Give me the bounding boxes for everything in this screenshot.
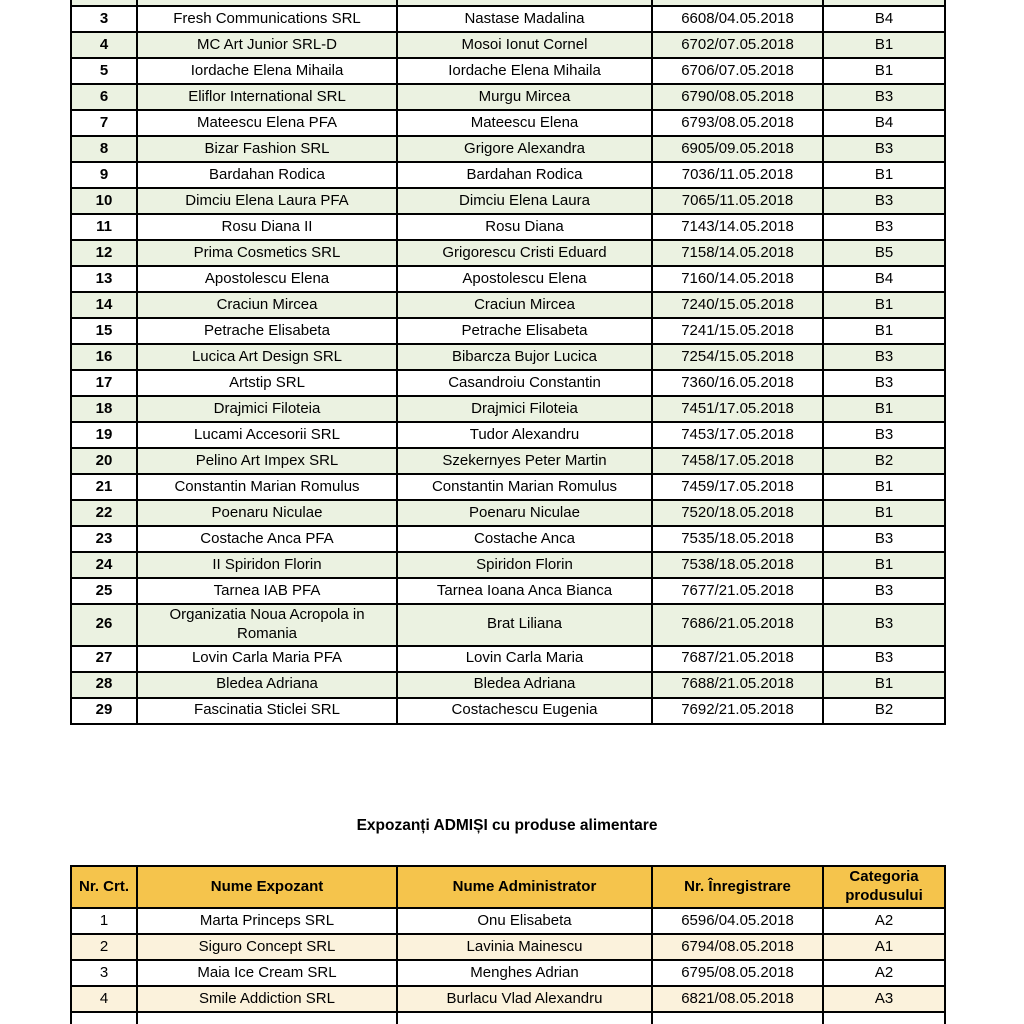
- table-cell: 11: [71, 214, 137, 240]
- table-cell: 1: [71, 908, 137, 934]
- table-cell: II Spiridon Florin: [137, 552, 397, 578]
- column-header: Categoria produsului: [823, 866, 945, 908]
- table-cell: 7686/21.05.2018: [652, 604, 823, 646]
- table-cell: Marta Princeps SRL: [137, 908, 397, 934]
- table-header-row: [71, 866, 945, 908]
- table-row: [71, 672, 945, 698]
- table-cell: 15: [71, 318, 137, 344]
- table-cell: 7360/16.05.2018: [652, 370, 823, 396]
- table-cell: 7240/15.05.2018: [652, 292, 823, 318]
- table-cell: 7451/17.05.2018: [652, 396, 823, 422]
- table-cell: Menghes Adrian: [397, 960, 652, 986]
- table-row: [71, 32, 945, 58]
- table-cell: 6702/07.05.2018: [652, 32, 823, 58]
- table-cell: 3: [71, 960, 137, 986]
- table-cell: 6706/07.05.2018: [652, 58, 823, 84]
- table-cell: 3: [71, 6, 137, 32]
- table-cell: Fascinatia Sticlei SRL: [137, 698, 397, 724]
- table-cell: B1: [823, 32, 945, 58]
- table-cell: 8: [71, 136, 137, 162]
- exhibitors-table-food: [70, 865, 946, 1024]
- table-row: [71, 646, 945, 672]
- table-cell: Lavinia Mainescu: [397, 934, 652, 960]
- table-row: [71, 344, 945, 370]
- table-cell: Lovin Carla Maria: [397, 646, 652, 672]
- table-cell: B2: [823, 448, 945, 474]
- table-cell: Grigore Alexandra: [397, 136, 652, 162]
- table-cell: Craciun Mircea: [137, 292, 397, 318]
- table-cell: Lucica Art Design SRL: [137, 344, 397, 370]
- table-row: [71, 58, 945, 84]
- table-cell: Apostolescu Elena: [397, 266, 652, 292]
- table-cell: Nastase Madalina: [397, 6, 652, 32]
- table-row: [71, 266, 945, 292]
- table-cell: Spiridon Florin: [397, 552, 652, 578]
- table-cell: Fresh Communications SRL: [137, 6, 397, 32]
- table-cell: Apostolescu Elena: [137, 266, 397, 292]
- table-cell: 5: [71, 58, 137, 84]
- table-cell: B1: [823, 162, 945, 188]
- table-row: [71, 370, 945, 396]
- table-cell: 7538/18.05.2018: [652, 552, 823, 578]
- table-cell: 22: [71, 500, 137, 526]
- table-cell: Dimciu Elena Laura PFA: [137, 188, 397, 214]
- table-cell: Craciun Mircea: [397, 292, 652, 318]
- table-cell: Organizatia Noua Acropola in Romania: [137, 604, 397, 646]
- table-cell: Drajmici Filoteia: [397, 396, 652, 422]
- table-cell: Lucami Accesorii SRL: [137, 422, 397, 448]
- table-cell: Murgu Mircea: [397, 84, 652, 110]
- table-cell: B1: [823, 396, 945, 422]
- table-cell: B1: [823, 500, 945, 526]
- table-cell: Tudor Alexandru: [397, 422, 652, 448]
- table-cell: B4: [823, 266, 945, 292]
- table-cell: Bledea Adriana: [397, 672, 652, 698]
- table-cell: Poenaru Niculae: [137, 500, 397, 526]
- table-cell: A1: [823, 934, 945, 960]
- table-cell: 4: [71, 986, 137, 1012]
- table-cell: 10: [71, 188, 137, 214]
- column-header: Nume Expozant: [137, 866, 397, 908]
- table-row: [71, 986, 945, 1012]
- table-cell: Costache Anca PFA: [137, 526, 397, 552]
- exhibitors-table-top-wrap: [70, 0, 946, 725]
- table-cell: B1: [823, 318, 945, 344]
- table-cell: 16: [71, 344, 137, 370]
- table-row: [71, 292, 945, 318]
- table-cell: 7453/17.05.2018: [652, 422, 823, 448]
- table-cell: Maia Ice Cream SRL: [137, 960, 397, 986]
- table-cell: 18: [71, 396, 137, 422]
- table-cell: Burlacu Vlad Alexandru: [397, 986, 652, 1012]
- table-cell: B1: [823, 552, 945, 578]
- table-row: [71, 448, 945, 474]
- table-row: [71, 214, 945, 240]
- table-row: [71, 552, 945, 578]
- table-row: [71, 136, 945, 162]
- table-cell: Bardahan Rodica: [137, 162, 397, 188]
- table-row: [71, 578, 945, 604]
- table-cell: 4: [71, 32, 137, 58]
- table-cell: Prima Cosmetics SRL: [137, 240, 397, 266]
- table-cell: 7241/15.05.2018: [652, 318, 823, 344]
- table-cell: Tarnea IAB PFA: [137, 578, 397, 604]
- table-cell: Brat Liliana: [397, 604, 652, 646]
- table-cell: 7692/21.05.2018: [652, 698, 823, 724]
- table-cell: Rosu Diana: [397, 214, 652, 240]
- table-cell: 12: [71, 240, 137, 266]
- table-cell: 6795/08.05.2018: [652, 960, 823, 986]
- table-cell: 7520/18.05.2018: [652, 500, 823, 526]
- exhibitors-table-top: [70, 0, 946, 725]
- table-cell: MC Art Junior SRL-D: [137, 32, 397, 58]
- table-cell: [652, 1012, 823, 1024]
- table-cell: 7687/21.05.2018: [652, 646, 823, 672]
- table-row: [71, 698, 945, 724]
- table-row: [71, 526, 945, 552]
- table-cell: 7036/11.05.2018: [652, 162, 823, 188]
- table-cell: 21: [71, 474, 137, 500]
- table-cell: B3: [823, 578, 945, 604]
- table-cell: B2: [823, 698, 945, 724]
- table-cell: Grigorescu Cristi Eduard: [397, 240, 652, 266]
- table-cell: Bizar Fashion SRL: [137, 136, 397, 162]
- table-row: [71, 6, 945, 32]
- table-cell: B3: [823, 344, 945, 370]
- table-cell: Costachescu Eugenia: [397, 698, 652, 724]
- table-cell: Casandroiu Constantin: [397, 370, 652, 396]
- table-cell: Szekernyes Peter Martin: [397, 448, 652, 474]
- table-cell: Mateescu Elena: [397, 110, 652, 136]
- table-cell: 23: [71, 526, 137, 552]
- table-cell: B5: [823, 240, 945, 266]
- column-header: Nr. Crt.: [71, 866, 137, 908]
- table-cell: [137, 1012, 397, 1024]
- table-row: [71, 396, 945, 422]
- table-cell: 29: [71, 698, 137, 724]
- table-cell: Costache Anca: [397, 526, 652, 552]
- table-row: [71, 604, 945, 646]
- table-cell: 9: [71, 162, 137, 188]
- table-cell: A3: [823, 986, 945, 1012]
- table-cell: 7254/15.05.2018: [652, 344, 823, 370]
- table-row: [71, 84, 945, 110]
- table-cell: 7535/18.05.2018: [652, 526, 823, 552]
- table-cell: B1: [823, 292, 945, 318]
- table-row: [71, 500, 945, 526]
- table-cell: [71, 1012, 137, 1024]
- table-cell: 2: [71, 934, 137, 960]
- table-cell: 26: [71, 604, 137, 646]
- table-cell: Petrache Elisabeta: [137, 318, 397, 344]
- table-cell: Constantin Marian Romulus: [397, 474, 652, 500]
- table-cell: Poenaru Niculae: [397, 500, 652, 526]
- table-cell: B3: [823, 188, 945, 214]
- table-row: [71, 110, 945, 136]
- table-cell: 25: [71, 578, 137, 604]
- table-cell: Petrache Elisabeta: [397, 318, 652, 344]
- section-title: Expozanți ADMIȘI cu produse alimentare: [356, 817, 658, 834]
- table-cell: 6821/08.05.2018: [652, 986, 823, 1012]
- table-cell: [397, 1012, 652, 1024]
- table-cell: Drajmici Filoteia: [137, 396, 397, 422]
- table-cell: 7459/17.05.2018: [652, 474, 823, 500]
- table-cell: Bibarcza Bujor Lucica: [397, 344, 652, 370]
- table-row: [71, 934, 945, 960]
- table-cell: B3: [823, 604, 945, 646]
- table-cell: 6608/04.05.2018: [652, 6, 823, 32]
- table-row: [71, 240, 945, 266]
- table-cell: 7677/21.05.2018: [652, 578, 823, 604]
- table-cell: 17: [71, 370, 137, 396]
- table-cell: Onu Elisabeta: [397, 908, 652, 934]
- table-cell: [823, 1012, 945, 1024]
- table-cell: 6: [71, 84, 137, 110]
- table-cell: B1: [823, 58, 945, 84]
- table-cell: 7065/11.05.2018: [652, 188, 823, 214]
- table-row: [71, 162, 945, 188]
- table-cell: Mateescu Elena PFA: [137, 110, 397, 136]
- table-cell: B4: [823, 110, 945, 136]
- table-cell: 7143/14.05.2018: [652, 214, 823, 240]
- table-cell: 6790/08.05.2018: [652, 84, 823, 110]
- table-cell: 6905/09.05.2018: [652, 136, 823, 162]
- exhibitors-table-food-wrap: [70, 865, 946, 1024]
- table-cell: 27: [71, 646, 137, 672]
- table-cell: 7160/14.05.2018: [652, 266, 823, 292]
- partial-clipped-row: [71, 1012, 945, 1024]
- table-row: [71, 474, 945, 500]
- table-cell: B1: [823, 672, 945, 698]
- table-cell: Iordache Elena Mihaila: [397, 58, 652, 84]
- table-cell: 19: [71, 422, 137, 448]
- table-cell: 14: [71, 292, 137, 318]
- table-cell: Eliflor International SRL: [137, 84, 397, 110]
- table-cell: B3: [823, 526, 945, 552]
- table-cell: 7688/21.05.2018: [652, 672, 823, 698]
- table-cell: Siguro Concept SRL: [137, 934, 397, 960]
- table-cell: Smile Addiction SRL: [137, 986, 397, 1012]
- table-cell: Pelino Art Impex SRL: [137, 448, 397, 474]
- table-cell: 13: [71, 266, 137, 292]
- table-cell: B3: [823, 214, 945, 240]
- table-row: [71, 318, 945, 344]
- table-cell: 20: [71, 448, 137, 474]
- column-header: Nr. Înregistrare: [652, 866, 823, 908]
- table-cell: 6793/08.05.2018: [652, 110, 823, 136]
- column-header: Nume Administrator: [397, 866, 652, 908]
- table-cell: B1: [823, 474, 945, 500]
- table-cell: A2: [823, 960, 945, 986]
- table-cell: 7: [71, 110, 137, 136]
- table-cell: 7458/17.05.2018: [652, 448, 823, 474]
- table-cell: B3: [823, 136, 945, 162]
- table-row: [71, 908, 945, 934]
- table-cell: Mosoi Ionut Cornel: [397, 32, 652, 58]
- table-cell: B4: [823, 6, 945, 32]
- table-cell: Tarnea Ioana Anca Bianca: [397, 578, 652, 604]
- table-cell: Bledea Adriana: [137, 672, 397, 698]
- table-cell: 7158/14.05.2018: [652, 240, 823, 266]
- table-cell: B3: [823, 370, 945, 396]
- table-cell: Bardahan Rodica: [397, 162, 652, 188]
- table-cell: A2: [823, 908, 945, 934]
- table-cell: 6794/08.05.2018: [652, 934, 823, 960]
- table-cell: B3: [823, 422, 945, 448]
- table-cell: Lovin Carla Maria PFA: [137, 646, 397, 672]
- table-cell: Artstip SRL: [137, 370, 397, 396]
- table-cell: Iordache Elena Mihaila: [137, 58, 397, 84]
- table-cell: B3: [823, 84, 945, 110]
- table-cell: 28: [71, 672, 137, 698]
- table-cell: Rosu Diana II: [137, 214, 397, 240]
- table-row: [71, 960, 945, 986]
- table-cell: 6596/04.05.2018: [652, 908, 823, 934]
- table-row: [71, 188, 945, 214]
- table-cell: Dimciu Elena Laura: [397, 188, 652, 214]
- table-cell: B3: [823, 646, 945, 672]
- table-cell: Constantin Marian Romulus: [137, 474, 397, 500]
- table-row: [71, 422, 945, 448]
- table-cell: 24: [71, 552, 137, 578]
